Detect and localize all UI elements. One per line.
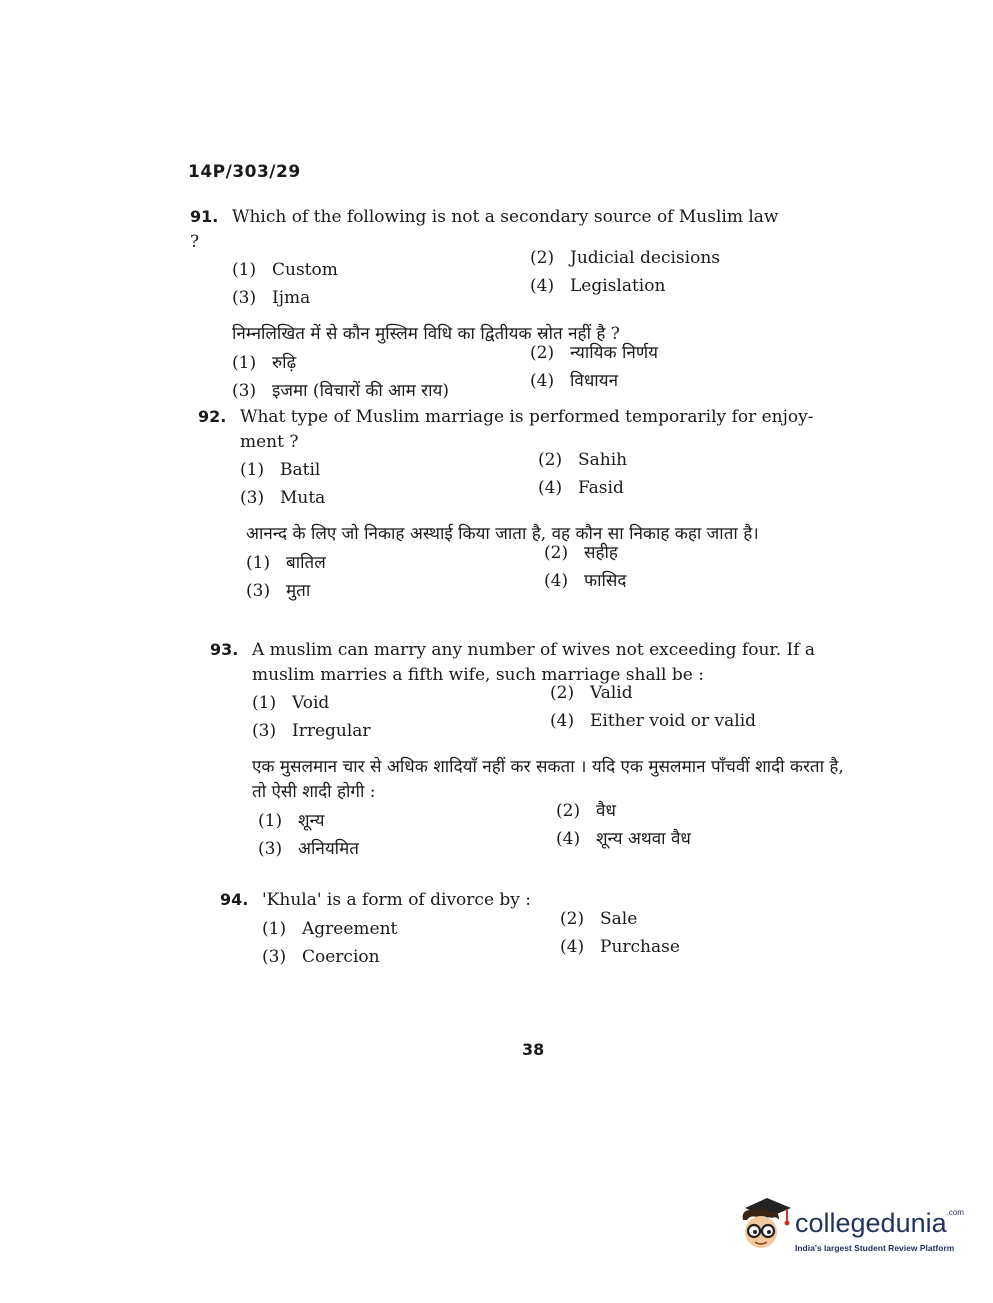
question-94 [220,888,720,973]
question-text-en: Which of the following is not a secondary source of Muslim law ? [190,207,779,252]
question-number: 92. [198,407,227,426]
question-text-hi: एक मुसलमान चार से अधिक शादियाँ नहीं कर सकता । यदि एक मुसलमान पाँचवीं शादी करता है, तो ऐसी शादी होगी : [252,757,844,802]
logo-name: collegedunia [795,1208,947,1238]
collegedunia-logo [737,1196,967,1266]
option-number: (3) [258,838,283,859]
student-mascot-icon [737,1196,793,1260]
question-text-en: What type of Muslim marriage is performed temporarily for enjoy- [240,407,814,427]
option-number: (2) [550,683,575,704]
option-text: Legislation [570,276,666,297]
option-number: (4) [530,370,555,391]
option-number: (2) [530,342,555,363]
option-text: शून्य [298,810,325,831]
option-text: शून्य अथवा वैध [596,828,691,849]
option-number: (4) [544,570,569,591]
option-text: अनियमित [298,838,359,859]
option-number: (2) [530,248,555,269]
question-number: 91. [190,207,219,226]
option-text: Void [292,693,330,714]
option-number: (1) [262,918,287,939]
logo-wordmark [795,1208,964,1239]
option-text: Custom [272,260,338,281]
option-number: (2) [556,800,581,821]
option-text: Batil [280,460,321,481]
option-text: बातिल [286,552,326,573]
question-text-hi: आनन्द के लिए जो निकाह अस्थाई किया जाता है, वह कौन सा निकाह कहा जाता है। [246,524,759,545]
option-number: (1) [258,810,283,831]
option-text: मुता [286,580,311,601]
question-number: 94. [220,890,249,909]
option-text: रुढ़ि [272,352,297,373]
option-number: (1) [232,352,257,373]
option-number: (1) [232,260,257,281]
option-text: Sahih [578,450,628,471]
option-text: Valid [590,683,633,704]
option-text: Fasid [578,478,624,499]
option-number: (4) [556,828,581,849]
option-text: Purchase [600,936,680,957]
question-text-en: 'Khula' is a form of divorce by : [262,890,532,910]
option-number: (4) [550,711,575,732]
question-91 [190,205,790,407]
option-text: इजमा (विचारों की आम राय) [272,380,450,401]
page-number: 38 [522,1040,545,1059]
option-text: Judicial decisions [570,248,720,269]
option-text: सहीह [584,542,618,563]
option-number: (3) [246,580,271,601]
paper-code: 14P/303/29 [188,162,301,182]
question-93 [210,638,850,865]
option-number: (3) [262,946,287,967]
option-number: (2) [544,542,569,563]
logo-suffix: .com [946,1208,964,1217]
question-text-en-cont: muslim marries a fifth wife, such marriage shall be : [252,664,704,685]
option-number: (4) [560,936,585,957]
option-text: Agreement [302,918,398,939]
option-text: Muta [280,488,326,509]
option-text: Ijma [272,288,311,309]
option-number: (1) [240,460,265,481]
option-number: (3) [240,488,265,509]
option-number: (2) [538,450,563,471]
option-number: (1) [252,693,277,714]
option-text: फासिद [584,570,627,591]
option-text: वैध [596,800,616,821]
option-text: विधायन [570,370,619,391]
option-text: Coercion [302,946,380,967]
option-number: (1) [246,552,271,573]
option-text: Sale [600,908,638,929]
option-number: (4) [530,276,555,297]
option-number: (3) [232,288,257,309]
question-text-en: A muslim can marry any number of wives not exceeding four. If a [252,640,816,660]
option-number: (3) [252,721,277,742]
option-number: (4) [538,478,563,499]
option-text: न्यायिक निर्णय [570,342,658,363]
question-text-hi: निम्नलिखित में से कौन मुस्लिम विधि का द्वितीयक स्रोत नहीं है ? [232,324,620,345]
logo-tagline: India's largest Student Review Platform [795,1243,955,1253]
question-text-en-cont: ment ? [240,431,299,452]
option-number: (3) [232,380,257,401]
option-text: Irregular [292,721,371,742]
option-text: Either void or valid [590,711,757,732]
question-92 [198,405,828,607]
option-number: (2) [560,908,585,929]
question-number: 93. [210,640,239,659]
